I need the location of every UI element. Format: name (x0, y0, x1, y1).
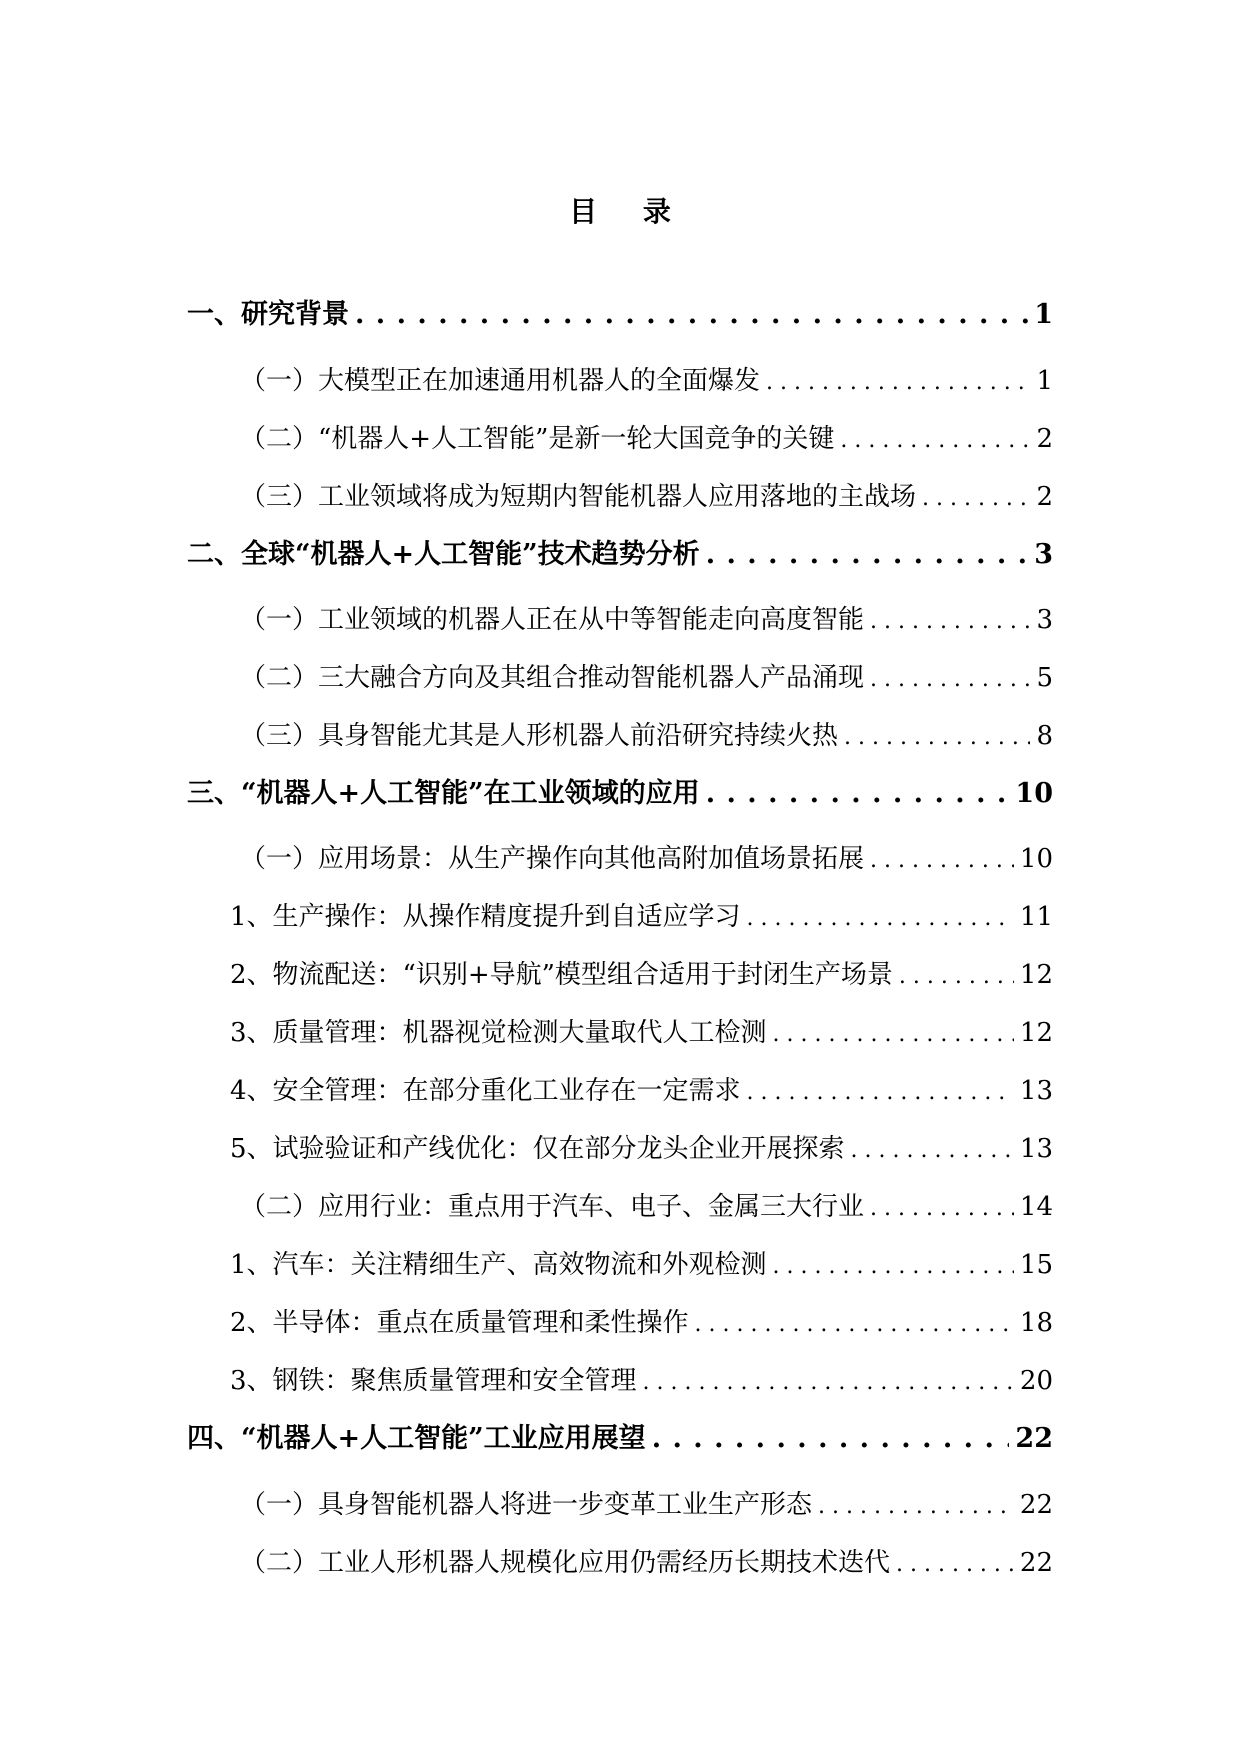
toc-entry-label: 1、汽车：关注精细生产、高效物流和外观检测 (230, 1250, 767, 1280)
toc-entry-label: 三、“机器人+人工智能”在工业领域的应用 (187, 778, 700, 809)
dot-leader (899, 964, 1014, 989)
toc-entry-label: 二、全球“机器人+人工智能”技术趋势分析 (187, 539, 700, 570)
toc-entry-3-1-5[interactable] (230, 1128, 1053, 1165)
toc-entry-label: 2、物流配送：“识别+导航”模型组合适用于封闭生产场景 (230, 960, 893, 990)
toc-entry-page: 1 (1036, 366, 1053, 396)
toc-entry-page: 22 (1015, 1423, 1053, 1454)
toc-entry-3-1-1[interactable] (230, 896, 1053, 933)
toc-entry-page: 11 (1019, 902, 1053, 932)
toc-entry-page: 13 (1019, 1076, 1053, 1106)
toc-entry-2-3[interactable] (240, 715, 1053, 752)
toc-entry-label: （二）应用行业：重点用于汽车、电子、金属三大行业 (240, 1192, 865, 1222)
toc-entry-label: 3、钢铁：聚焦质量管理和安全管理 (230, 1366, 637, 1396)
toc-entry-label: 3、质量管理：机器视觉检测大量取代人工检测 (230, 1018, 767, 1048)
toc-entry-section-2[interactable] (187, 532, 1053, 571)
toc-entry-3-1-3[interactable] (230, 1012, 1053, 1049)
toc-entry-page: 2 (1036, 482, 1053, 512)
toc-entry-page: 20 (1019, 1366, 1053, 1396)
toc-entry-page: 14 (1019, 1192, 1053, 1222)
dot-leader (773, 1022, 1014, 1047)
toc-entry-label: 4、安全管理：在部分重化工业存在一定需求 (230, 1076, 741, 1106)
dot-leader (840, 428, 1030, 453)
dot-leader (844, 725, 1030, 750)
toc-entry-label: 2、半导体：重点在质量管理和柔性操作 (230, 1308, 689, 1338)
toc-entry-3-2-3[interactable] (230, 1360, 1053, 1397)
dot-leader (851, 1138, 1014, 1163)
toc-entry-label: （三）工业领域将成为短期内智能机器人应用落地的主战场 (240, 482, 917, 512)
toc-entry-label: （三）具身智能尤其是人形机器人前沿研究持续火热 (240, 721, 839, 751)
dot-leader (355, 299, 1028, 330)
toc-entry-page: 10 (1015, 778, 1053, 809)
toc-entry-3-2[interactable] (240, 1186, 1053, 1223)
dot-leader (695, 1312, 1014, 1337)
toc-entry-2-1[interactable] (240, 599, 1053, 636)
toc-entry-label: 5、试验验证和产线优化：仅在部分龙头企业开展探索 (230, 1134, 845, 1164)
toc-entry-4-1[interactable] (240, 1484, 1053, 1521)
toc-entry-page: 1 (1034, 299, 1053, 330)
toc-entry-3-1-2[interactable] (230, 954, 1053, 991)
dot-leader (747, 1080, 1014, 1105)
toc-entry-label: （一）工业领域的机器人正在从中等智能走向高度智能 (240, 605, 865, 635)
dot-leader (643, 1370, 1014, 1395)
dot-leader (706, 778, 1010, 809)
dot-leader (870, 609, 1030, 634)
toc-entry-section-3[interactable] (187, 771, 1053, 810)
toc-entry-label: （二）工业人形机器人规模化应用仍需经历长期技术迭代 (240, 1548, 891, 1578)
toc-entry-label: （二）“机器人+人工智能”是新一轮大国竞争的关键 (240, 424, 835, 454)
toc-entry-section-4[interactable] (187, 1416, 1053, 1455)
toc-entry-page: 12 (1019, 1018, 1053, 1048)
dot-leader (818, 1494, 1014, 1519)
toc-entry-label: 一、研究背景 (187, 299, 349, 330)
dot-leader (747, 906, 1014, 931)
toc-entry-1-3[interactable] (240, 476, 1053, 513)
toc-entry-label: 四、“机器人+人工智能”工业应用展望 (187, 1423, 646, 1454)
dot-leader (870, 1196, 1014, 1221)
toc-entry-page: 2 (1036, 424, 1053, 454)
toc-entry-label: （二）三大融合方向及其组合推动智能机器人产品涌现 (240, 663, 865, 693)
toc-entry-3-1[interactable] (240, 838, 1053, 875)
dot-leader (870, 848, 1014, 873)
dot-leader (870, 667, 1030, 692)
dot-leader (766, 370, 1030, 395)
toc-entry-page: 12 (1019, 960, 1053, 990)
toc-entry-1-2[interactable] (240, 418, 1053, 455)
dot-leader (652, 1423, 1010, 1454)
toc-entry-page: 5 (1036, 663, 1053, 693)
dot-leader (706, 539, 1029, 570)
toc-entry-page: 15 (1019, 1250, 1053, 1280)
toc-entry-3-2-2[interactable] (230, 1302, 1053, 1339)
toc-entry-label: （一）应用场景：从生产操作向其他高附加值场景拓展 (240, 844, 865, 874)
toc-entry-label: 1、生产操作：从操作精度提升到自适应学习 (230, 902, 741, 932)
toc-title: 目 录 (569, 195, 689, 228)
toc-entry-1-1[interactable] (240, 360, 1053, 397)
toc-entry-3-2-1[interactable] (230, 1244, 1053, 1281)
dot-leader (896, 1552, 1014, 1577)
dot-leader (773, 1254, 1014, 1279)
toc-entry-4-2[interactable] (240, 1542, 1053, 1579)
toc-entry-3-1-4[interactable] (230, 1070, 1053, 1107)
toc-entry-label: （一）大模型正在加速通用机器人的全面爆发 (240, 366, 761, 396)
toc-entry-section-1[interactable] (187, 292, 1053, 331)
toc-entry-page: 8 (1036, 721, 1053, 751)
toc-entry-page: 3 (1036, 605, 1053, 635)
toc-entry-page: 22 (1019, 1548, 1053, 1578)
toc-entry-page: 3 (1034, 539, 1053, 570)
toc-entry-page: 13 (1019, 1134, 1053, 1164)
toc-entry-page: 22 (1019, 1490, 1053, 1520)
toc-entry-page: 10 (1019, 844, 1053, 874)
toc-entry-page: 18 (1019, 1308, 1053, 1338)
dot-leader (922, 486, 1030, 511)
toc-entry-2-2[interactable] (240, 657, 1053, 694)
toc-entry-label: （一）具身智能机器人将进一步变革工业生产形态 (240, 1490, 813, 1520)
